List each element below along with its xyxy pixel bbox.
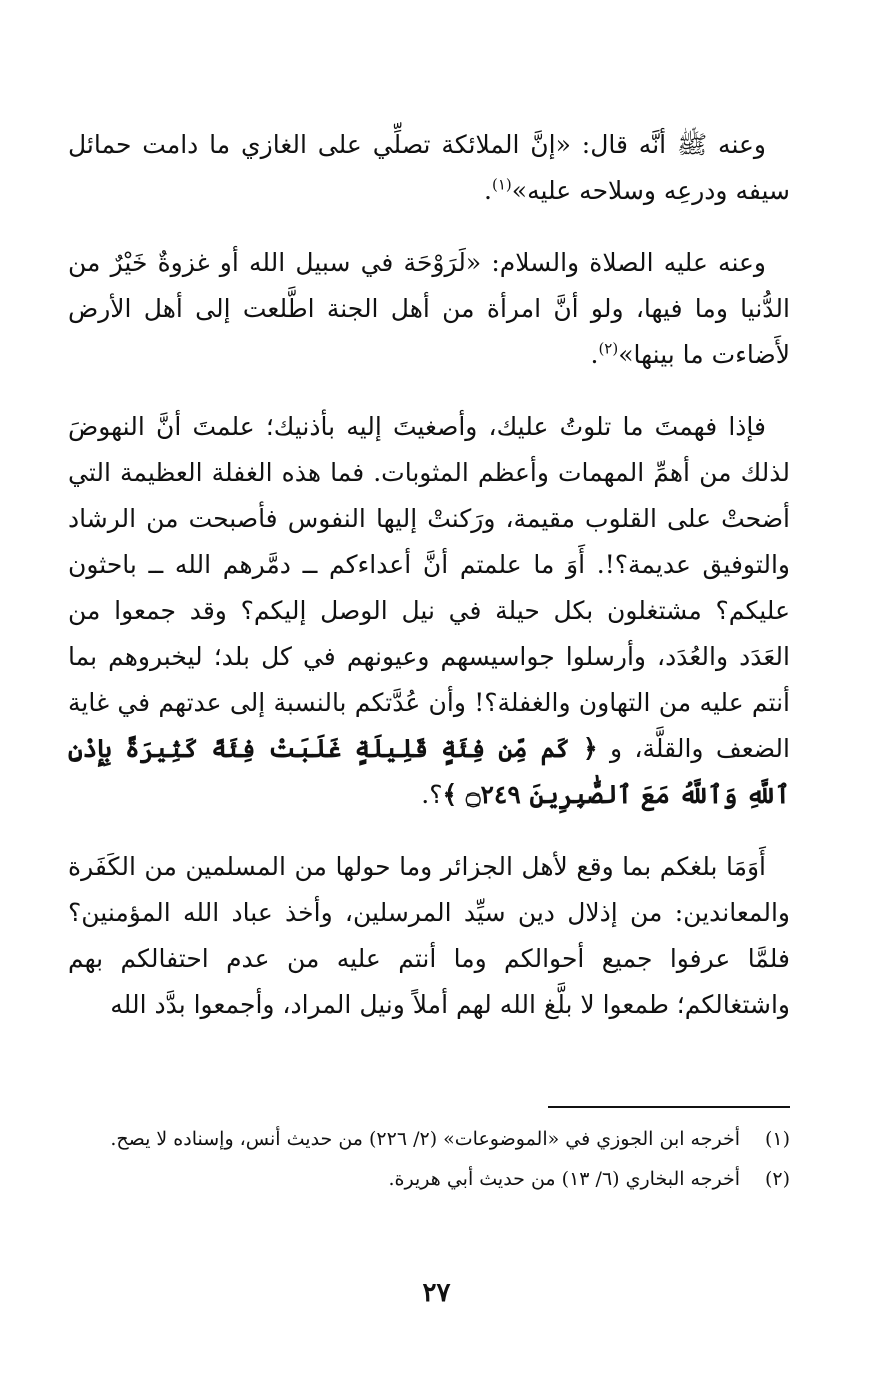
footnote-1-number: (١) [764,1128,790,1150]
footnote-2-number: (٢) [764,1168,790,1190]
footnote-ref-2: (٢) [598,339,619,358]
paragraph-3-tail: ؟. [421,780,443,809]
paragraph-2 [68,240,790,378]
paragraph-3-text: فإذا فهمتَ ما تلوتُ عليك، وأصغيتَ إليه بأذنيك؛ علمتَ أنَّ النهوضَ لذلك من أهمِّ المهمات وأعظم المثوبات. فما هذه الغفلة العظيمة التي أضحتْ على القلوب مقيمة، ورَكنتْ إليها النفوس فأصبحت من الرشاد والتوفيق عديمة؟!. أَوَ ما علمتم أنَّ أعداءكم ــ دمَّرهم الله ــ باحثون عليكم؟ مشتغلون بكل حيلة في نيل الوصل إليكم؟ وقد جمعوا من العَدَد والعُدَد، وأرسلوا جواسيسهم وعيونهم في كل بلد؛ ليخبروهم بما أنتم عليه من التهاون والغفلة؟! وأن عُدَّتكم بالنسبة إلى عدتهم في غاية الضعف والقلَّة، و [68,412,790,763]
paragraph-1-text: وعنه ﷺ أنَّه قال: «إنَّ الملائكة تصلِّي على الغازي ما دامت حمائل سيفه ودرعِه وسلاحه عليه» [68,130,790,205]
page-number: ٢٧ [422,1278,451,1308]
main-text [68,122,790,1028]
footnote-2 [68,1162,790,1196]
quran-verse: ﴿ كَم مِّن فِئَةٍ قَلِيلَةٍ غَلَبَتْ فِئَةً كَثِيرَةً بِإِذْنِ ٱللَّهِ وَٱللَّهُ مَعَ ٱلصَّٰبِرِينَ ۝٢٤٩ ﴾ [68,734,790,809]
footnote-1-text: أخرجه ابن الجوزي في «الموضوعات» (٢/ ٢٢٦) من حديث أنس، وإسناده لا يصح. [110,1128,740,1150]
footnote-divider [548,1106,790,1108]
paragraph-4-text: أَوَمَا بلغكم بما وقع لأهل الجزائر وما حولها من المسلمين من الكَفَرة والمعاندين: من إذلال دين سيِّد المرسلين، وأخذ عباد الله المؤمنين؟ فلمَّا عرفوا جميع أحوالكم وما أنتم عليه من عدم احتفالكم بهم واشتغالكم؛ طمعوا لا بلَّغ الله لهم أملاً ونيل المراد، وأجمعوا بدَّد الله [68,852,790,1019]
footnote-1 [68,1122,790,1156]
footnote-ref-1: (١) [492,175,512,194]
paragraph-3 [68,404,790,818]
paragraph-2-text: وعنه عليه الصلاة والسلام: «لَرَوْحَة في سبيل الله أو غزوةٌ خَيْرٌ من الدُّنيا وما فيها، ولو أنَّ امرأة من أهل الجنة اطَّلعت إلى أهل الأرض لأَضاءت ما بينها» [68,248,790,369]
footnote-2-text: أخرجه البخاري (٦/ ١٣) من حديث أبي هريرة. [388,1168,740,1190]
footnotes [68,1122,790,1202]
paragraph-1 [68,122,790,214]
paragraph-4 [68,844,790,1028]
paragraph-2-tail: . [590,340,599,369]
paragraph-1-tail: . [484,176,492,205]
